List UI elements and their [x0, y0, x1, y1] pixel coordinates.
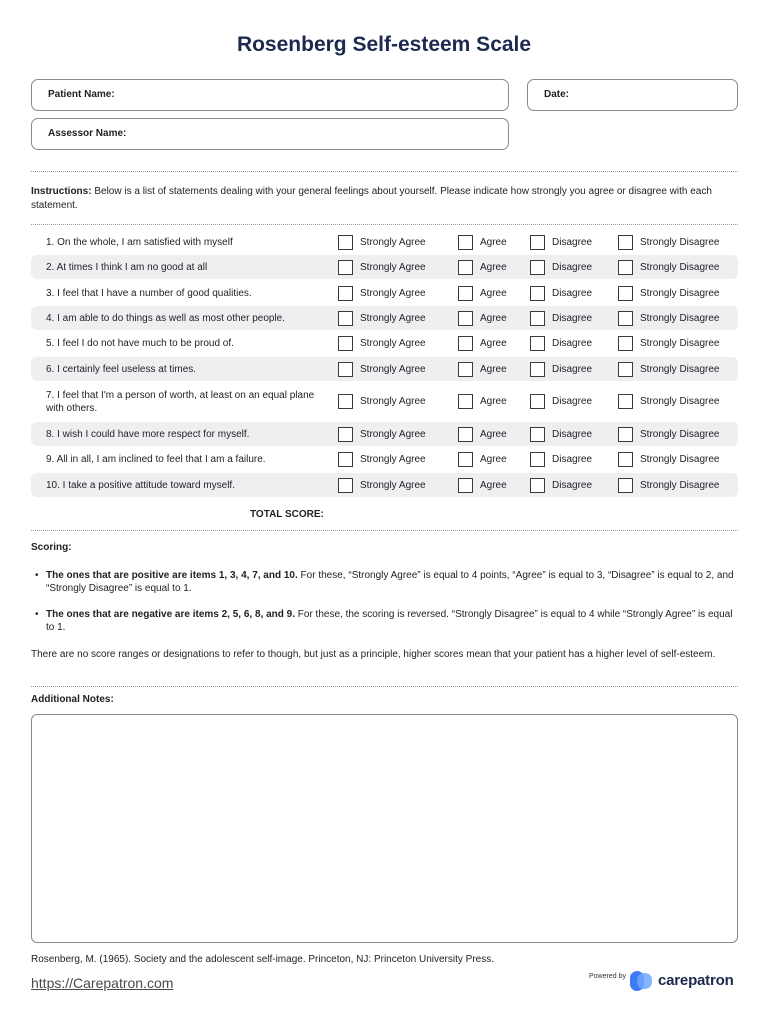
option-strongly-agree[interactable]: [338, 473, 426, 497]
checkbox[interactable]: [530, 394, 545, 409]
option-label: Disagree: [552, 261, 593, 273]
checkbox[interactable]: [338, 427, 353, 442]
option-agree[interactable]: [458, 384, 507, 419]
option-label: Strongly Agree: [360, 287, 426, 299]
option-label: Disagree: [552, 479, 593, 491]
reference-citation: Rosenberg, M. (1965). Society and the adolescent self-image. Princeton, NJ: Princeton University Press.: [31, 954, 494, 965]
checkbox[interactable]: [338, 235, 353, 250]
option-label: Strongly Agree: [360, 261, 426, 273]
option-disagree[interactable]: [530, 384, 592, 419]
option-strongly-disagree[interactable]: [618, 331, 719, 355]
option-disagree[interactable]: [530, 230, 592, 254]
option-label: Agree: [480, 453, 507, 465]
checkbox[interactable]: [338, 452, 353, 467]
question-text: 9. All in all, I am inclined to feel that I am a failure.: [46, 453, 266, 465]
additional-notes-box[interactable]: [31, 714, 738, 943]
divider: [31, 224, 738, 225]
option-agree[interactable]: [458, 447, 507, 471]
option-label: Strongly Disagree: [640, 236, 720, 248]
option-disagree[interactable]: [530, 357, 592, 381]
carepatron-logo-icon: [630, 970, 652, 992]
option-disagree[interactable]: [530, 331, 592, 355]
option-strongly-disagree[interactable]: [618, 422, 719, 446]
option-label: Agree: [480, 287, 507, 299]
checkbox[interactable]: [458, 336, 473, 351]
option-strongly-agree[interactable]: [338, 255, 426, 279]
option-agree[interactable]: [458, 306, 507, 330]
question-row: [31, 357, 738, 381]
question-row: [31, 447, 738, 471]
option-label: Disagree: [552, 236, 593, 248]
option-label: Strongly Agree: [360, 363, 426, 375]
scoring-note: There are no score ranges or designations to refer to though, but just as a principle, higher scores mean that your patient has a higher level of self-esteem.: [31, 649, 716, 660]
option-label: Agree: [480, 312, 507, 324]
checkbox[interactable]: [458, 235, 473, 250]
checkbox[interactable]: [458, 311, 473, 326]
assessor-name-field[interactable]: [31, 118, 509, 150]
option-strongly-disagree[interactable]: [618, 230, 719, 254]
option-label: Agree: [480, 337, 507, 349]
checkbox[interactable]: [530, 235, 545, 250]
checkbox[interactable]: [338, 394, 353, 409]
option-agree[interactable]: [458, 331, 507, 355]
scoring-heading: Scoring:: [31, 542, 72, 553]
checkbox[interactable]: [338, 286, 353, 301]
option-label: Strongly Disagree: [640, 312, 720, 324]
option-label: Agree: [480, 428, 507, 440]
total-score-label: TOTAL SCORE:: [250, 509, 324, 520]
option-disagree[interactable]: [530, 255, 592, 279]
option-label: Strongly Agree: [360, 453, 426, 465]
question-row: [31, 255, 738, 279]
option-agree[interactable]: [458, 281, 507, 305]
option-disagree[interactable]: [530, 281, 592, 305]
option-strongly-agree[interactable]: [338, 447, 426, 471]
checkbox[interactable]: [618, 235, 633, 250]
option-strongly-disagree[interactable]: [618, 384, 719, 419]
checkbox[interactable]: [530, 362, 545, 377]
option-disagree[interactable]: [530, 473, 592, 497]
patient-name-field[interactable]: [31, 79, 509, 111]
option-label: Disagree: [552, 287, 593, 299]
question-text: 8. I wish I could have more respect for myself.: [46, 428, 250, 440]
option-strongly-disagree[interactable]: [618, 281, 719, 305]
checkbox[interactable]: [530, 286, 545, 301]
date-field[interactable]: [527, 79, 738, 111]
question-row: [31, 384, 738, 419]
powered-by-label: Powered by: [589, 973, 626, 980]
option-strongly-disagree[interactable]: [618, 473, 719, 497]
website-link[interactable]: https://Carepatron.com: [31, 975, 174, 991]
option-label: Strongly Disagree: [640, 479, 720, 491]
divider: [31, 686, 738, 687]
option-label: Disagree: [552, 312, 593, 324]
question-text: 1. On the whole, I am satisfied with myself: [46, 236, 233, 248]
question-row: [31, 473, 738, 497]
option-label: Disagree: [552, 428, 593, 440]
option-strongly-disagree[interactable]: [618, 357, 719, 381]
option-label: Disagree: [552, 363, 593, 375]
checkbox[interactable]: [530, 336, 545, 351]
option-label: Strongly Disagree: [640, 453, 720, 465]
checkbox[interactable]: [530, 260, 545, 275]
divider: [31, 530, 738, 531]
option-label: Agree: [480, 396, 507, 407]
option-label: Strongly Agree: [360, 337, 426, 349]
checkbox[interactable]: [618, 427, 633, 442]
checkbox[interactable]: [338, 311, 353, 326]
option-label: Strongly Agree: [360, 479, 426, 491]
date-label: Date:: [544, 89, 570, 100]
option-label: Strongly Agree: [360, 312, 426, 324]
checkbox[interactable]: [338, 362, 353, 377]
option-label: Agree: [480, 479, 507, 491]
option-label: Disagree: [552, 453, 593, 465]
checkbox[interactable]: [618, 260, 633, 275]
checkbox[interactable]: [458, 478, 473, 493]
checkbox[interactable]: [618, 478, 633, 493]
checkbox[interactable]: [458, 362, 473, 377]
brand-name: carepatron: [658, 972, 734, 989]
divider: [31, 171, 738, 172]
instructions-label: Instructions:: [31, 186, 92, 197]
option-label: Strongly Disagree: [640, 363, 720, 375]
question-text: 3. I feel that I have a number of good qualities.: [46, 287, 252, 299]
question-text: 5. I feel I do not have much to be proud of.: [46, 337, 234, 349]
checkbox[interactable]: [338, 260, 353, 275]
option-label: Agree: [480, 261, 507, 273]
checkbox[interactable]: [458, 260, 473, 275]
instructions-text: Below is a list of statements dealing with your general feelings about yourself. Please indicate how strongly you agree or disagree with each statement.: [31, 186, 712, 211]
checkbox[interactable]: [530, 311, 545, 326]
option-label: Strongly Disagree: [640, 287, 720, 299]
additional-notes-heading: Additional Notes:: [31, 694, 114, 705]
question-text: 7. I feel that I'm a person of worth, at least on an equal plane with others.: [46, 389, 315, 414]
checkbox[interactable]: [618, 452, 633, 467]
checkbox[interactable]: [618, 336, 633, 351]
page-title: Rosenberg Self-esteem Scale: [236, 33, 532, 56]
scoring-bullet2-text: For these, the scoring is reversed. “Strongly Disagree” is equal to 4 while “Strongly Agree” is equal to 1.: [46, 609, 733, 633]
checkbox[interactable]: [530, 478, 545, 493]
option-strongly-agree[interactable]: [338, 357, 426, 381]
question-row: [31, 331, 738, 355]
option-agree[interactable]: [458, 473, 507, 497]
checkbox[interactable]: [338, 478, 353, 493]
option-disagree[interactable]: [530, 447, 592, 471]
scoring-bullet1-bold: The ones that are positive are items 1, 3, 4, 7, and 10.: [46, 570, 298, 581]
option-label: Agree: [480, 236, 507, 248]
checkbox[interactable]: [618, 394, 633, 409]
checkbox[interactable]: [530, 452, 545, 467]
scoring-bullet2-bold: The ones that are negative are items 2, 5, 6, 8, and 9.: [46, 609, 295, 620]
question-text: 10. I take a positive attitude toward myself.: [46, 479, 235, 491]
checkbox[interactable]: [618, 286, 633, 301]
checkbox[interactable]: [458, 394, 473, 409]
option-strongly-disagree[interactable]: [618, 255, 719, 279]
checkbox[interactable]: [618, 362, 633, 377]
option-label: Strongly Agree: [360, 428, 426, 440]
option-label: Strongly Agree: [360, 236, 426, 248]
option-label: Strongly Disagree: [640, 261, 720, 273]
patient-name-label: Patient Name:: [48, 89, 115, 100]
option-strongly-agree[interactable]: [338, 422, 426, 446]
question-row: [31, 306, 738, 330]
question-text: 6. I certainly feel useless at times.: [46, 363, 197, 375]
checkbox[interactable]: [530, 427, 545, 442]
assessor-name-label: Assessor Name:: [48, 128, 127, 139]
instructions: [31, 185, 731, 213]
option-strongly-disagree[interactable]: [618, 306, 719, 330]
option-label: Disagree: [552, 396, 593, 407]
option-label: Strongly Disagree: [640, 428, 720, 440]
scoring-bullet1-text: For these, “Strongly Agree” is equal to 4 points, “Agree” is equal to 3, “Disagree” is equal to 2, and “Strongly Disagree” is equal to 1.: [46, 570, 734, 594]
option-strongly-agree[interactable]: [338, 281, 426, 305]
checkbox[interactable]: [458, 286, 473, 301]
option-label: Strongly Disagree: [640, 337, 720, 349]
option-agree[interactable]: [458, 255, 507, 279]
option-strongly-agree[interactable]: [338, 384, 426, 419]
option-label: Disagree: [552, 337, 593, 349]
option-label: Strongly Disagree: [640, 396, 720, 407]
question-row: [31, 422, 738, 446]
question-row: [31, 230, 738, 254]
option-agree[interactable]: [458, 357, 507, 381]
option-label: Strongly Agree: [360, 396, 426, 407]
option-strongly-agree[interactable]: [338, 331, 426, 355]
question-text: 2. At times I think I am no good at all: [46, 261, 208, 273]
option-agree[interactable]: [458, 422, 507, 446]
option-disagree[interactable]: [530, 306, 592, 330]
checkbox[interactable]: [338, 336, 353, 351]
checkbox[interactable]: [458, 452, 473, 467]
checkbox[interactable]: [618, 311, 633, 326]
option-strongly-disagree[interactable]: [618, 447, 719, 471]
option-agree[interactable]: [458, 230, 507, 254]
option-disagree[interactable]: [530, 422, 592, 446]
option-strongly-agree[interactable]: [338, 230, 426, 254]
question-text: 4. I am able to do things as well as most other people.: [46, 312, 286, 324]
checkbox[interactable]: [458, 427, 473, 442]
question-row: [31, 281, 738, 305]
option-strongly-agree[interactable]: [338, 306, 426, 330]
option-label: Agree: [480, 363, 507, 375]
